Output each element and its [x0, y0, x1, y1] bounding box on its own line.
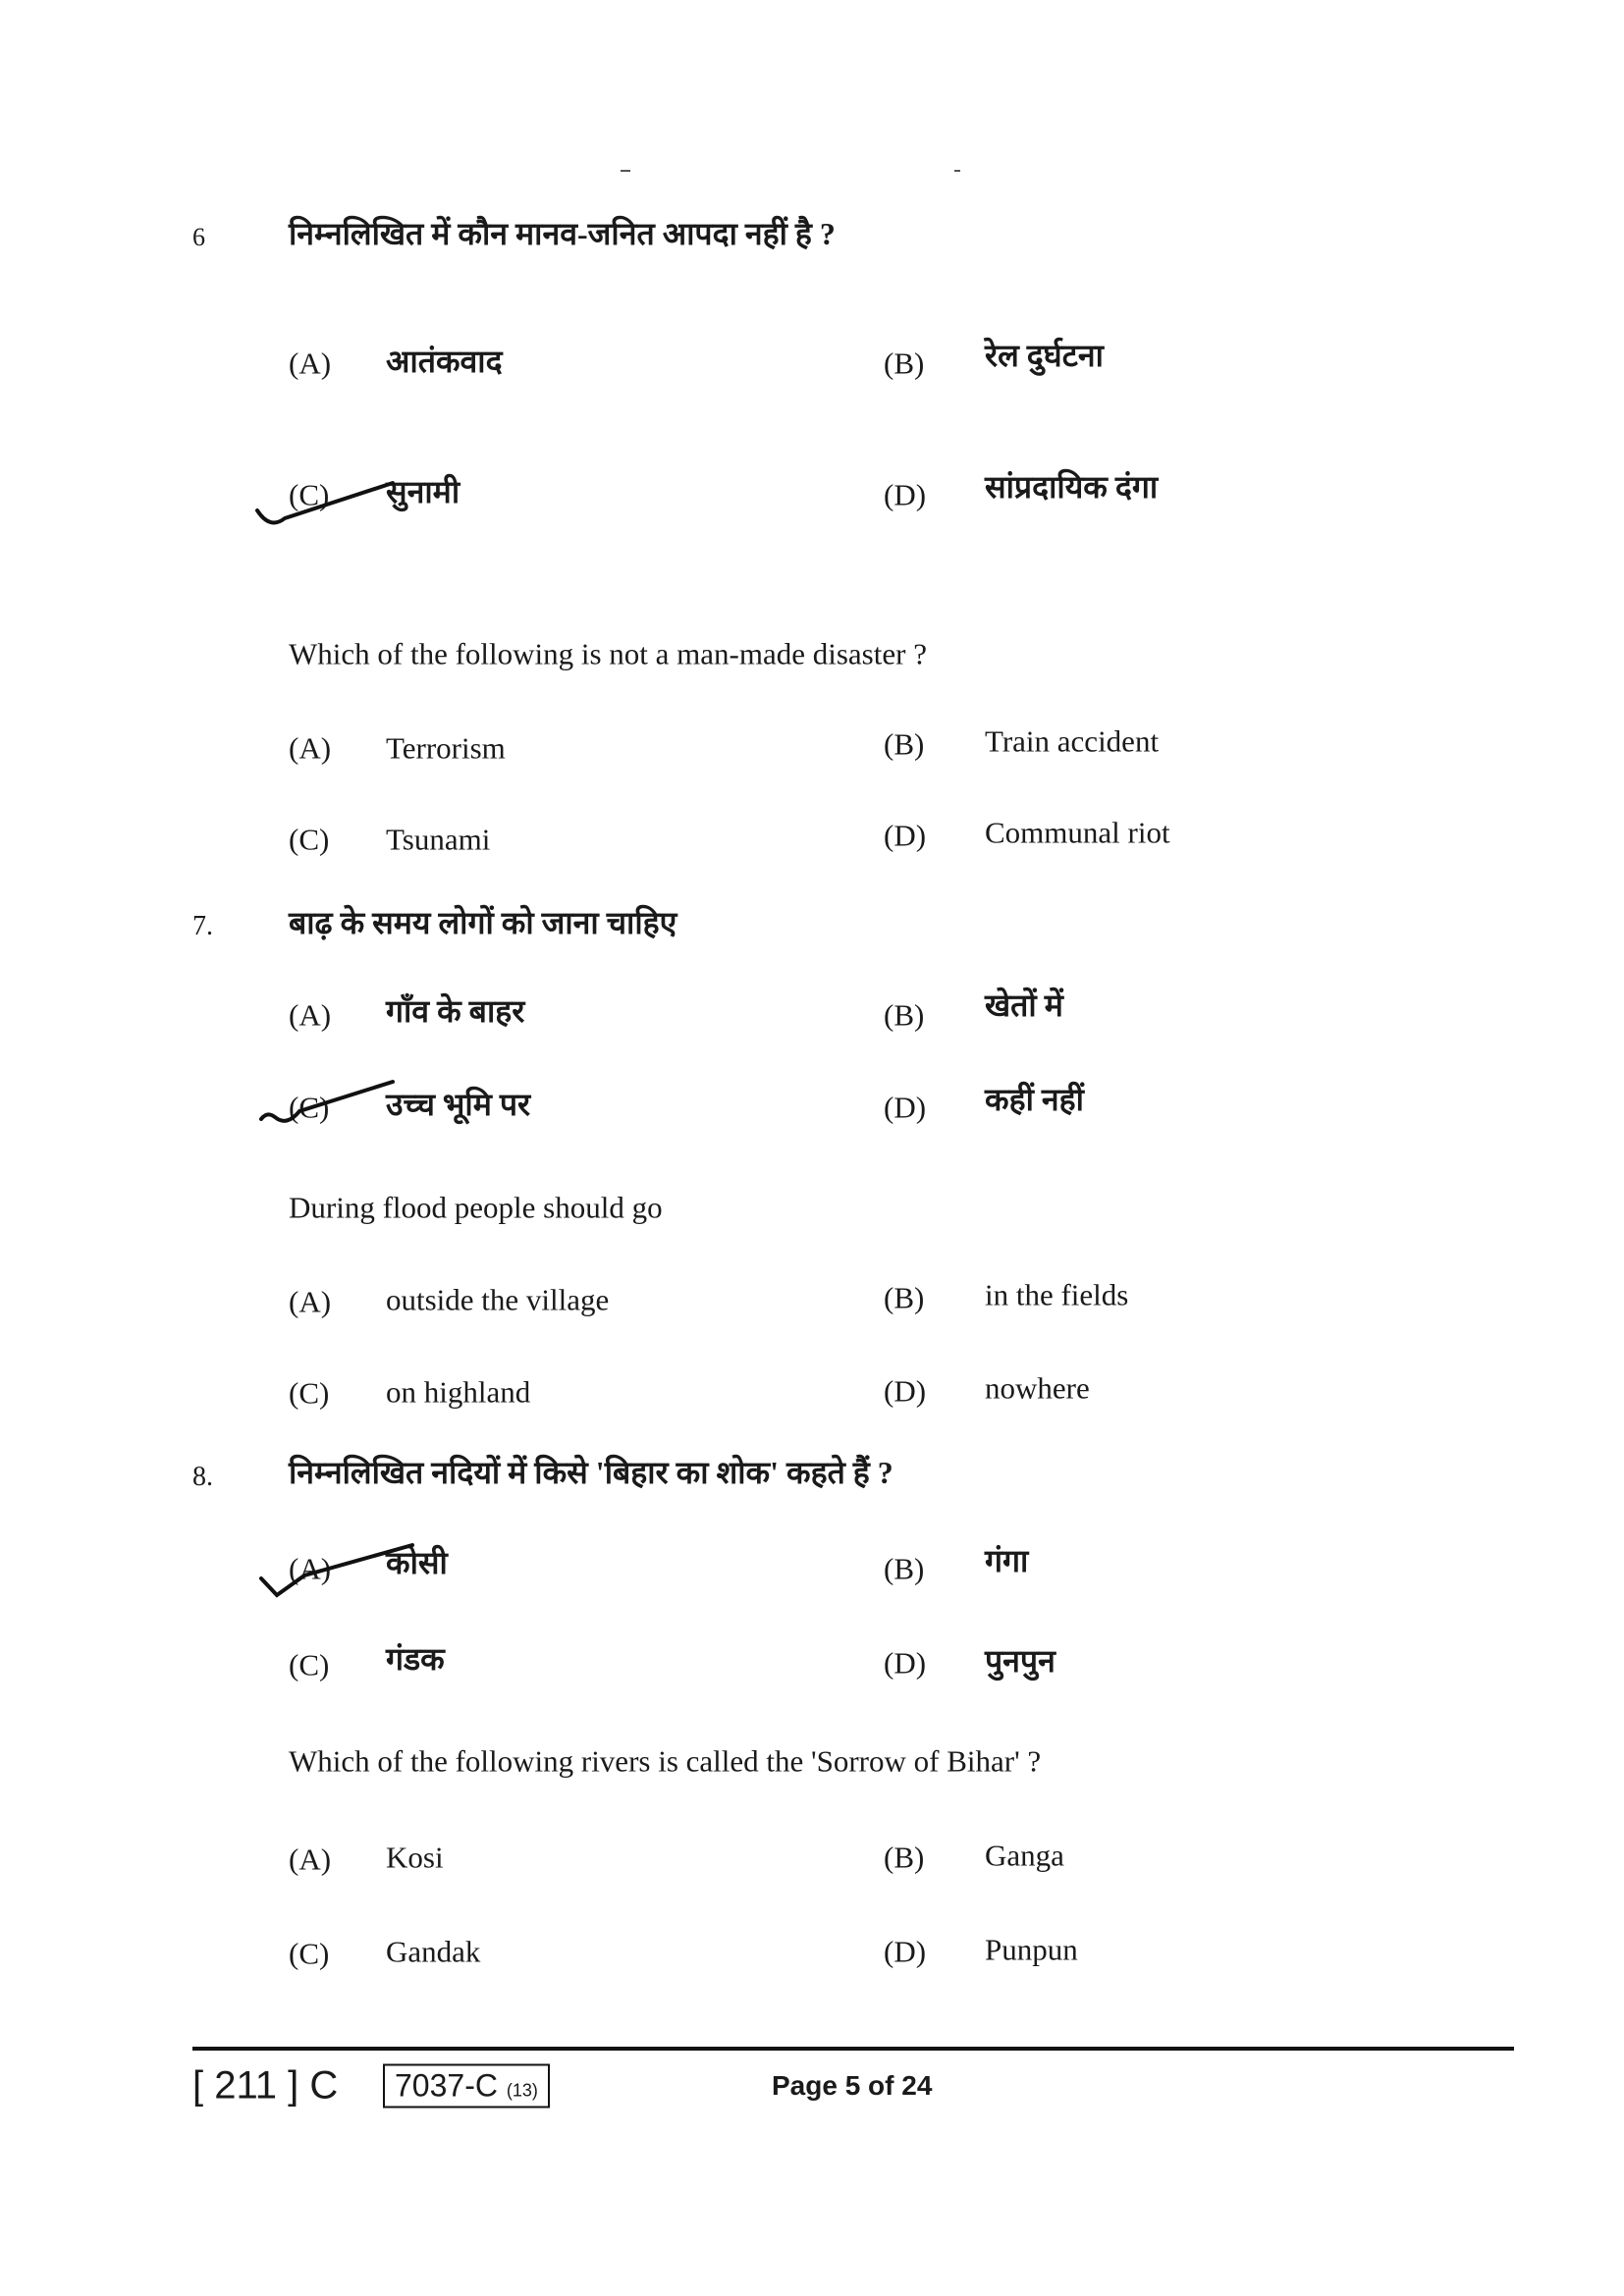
option-text: Kosi: [386, 1840, 444, 1875]
option-text: गाँव के बाहर: [386, 993, 525, 1029]
paper-code-box: [383, 2064, 550, 2109]
option-label: (B): [884, 1551, 925, 1586]
option-text: रेल दुर्घटना: [985, 338, 1104, 373]
question-text-hindi: बाढ़ के समय लोगों को जाना चाहिए: [289, 905, 677, 940]
question-number: 7.: [192, 911, 213, 941]
question-text-english: Which of the following rivers is called the 'Sorrow of Bihar' ?: [289, 1743, 1042, 1779]
paper-code-sub: (13): [506, 2080, 538, 2101]
option-label: (A): [289, 997, 332, 1033]
question-number: 6: [192, 223, 205, 251]
option-label: (C): [289, 1090, 330, 1125]
option-label: (D): [884, 1373, 927, 1409]
option-label: (D): [884, 818, 927, 853]
option-text: nowhere: [985, 1370, 1090, 1406]
paper-code: 7037-C: [395, 2067, 498, 2104]
option-label: (C): [289, 1936, 330, 1971]
option-label: (A): [289, 346, 332, 381]
option-text: Terrorism: [386, 730, 506, 766]
option-text: on highland: [386, 1374, 531, 1410]
series-code: [ 211 ] C: [192, 2063, 339, 2108]
option-text: Communal riot: [985, 815, 1170, 850]
option-text: खेतों में: [985, 988, 1063, 1023]
option-label: (B): [884, 1280, 925, 1315]
question-number: 8.: [192, 1462, 213, 1492]
option-text: Train accident: [985, 723, 1160, 759]
option-text: Ganga: [985, 1838, 1064, 1873]
option-text: सुनामी: [386, 474, 460, 509]
option-text: आतंकवाद: [386, 344, 503, 379]
option-label: (C): [289, 1647, 330, 1682]
option-text: गंगा: [985, 1543, 1029, 1578]
option-text: Punpun: [985, 1932, 1078, 1967]
option-label: (A): [289, 1551, 332, 1586]
option-label: (D): [884, 1934, 927, 1969]
question-text-hindi: निम्नलिखित में कौन मानव-जनित आपदा नहीं है ?: [289, 216, 836, 251]
question-text-english: Which of the following is not a man-made disaster ?: [289, 636, 927, 671]
option-label: (B): [884, 346, 925, 381]
option-label: (A): [289, 730, 332, 766]
option-label: (B): [884, 997, 925, 1033]
option-label: (C): [289, 1375, 330, 1411]
option-label: (D): [884, 477, 927, 512]
option-text: Gandak: [386, 1934, 481, 1969]
option-text: Tsunami: [386, 822, 491, 857]
option-text: outside the village: [386, 1282, 610, 1317]
option-label: (B): [884, 1840, 925, 1875]
option-label: (B): [884, 726, 925, 762]
option-label: (C): [289, 822, 330, 857]
option-text: in the fields: [985, 1277, 1129, 1312]
option-text: उच्च भूमि पर: [386, 1087, 531, 1122]
option-label: (C): [289, 477, 330, 512]
option-label: (D): [884, 1645, 927, 1681]
question-text-hindi: निम्नलिखित नदियों में किसे 'बिहार का शोक' कहते हैं ?: [289, 1455, 893, 1490]
option-text: पुनपुन: [985, 1643, 1056, 1679]
option-label: (A): [289, 1842, 332, 1877]
option-text: कहीं नहीं: [985, 1082, 1084, 1117]
question-text-english: During flood people should go: [289, 1190, 663, 1225]
option-text: गंडक: [386, 1641, 445, 1677]
page-number: Page 5 of 24: [772, 2070, 933, 2101]
option-text: कोसी: [386, 1545, 448, 1580]
footer-divider: [192, 2047, 1514, 2051]
option-label: (D): [884, 1090, 927, 1125]
option-text: सांप्रदायिक दंगा: [985, 469, 1159, 505]
option-label: (A): [289, 1284, 332, 1319]
